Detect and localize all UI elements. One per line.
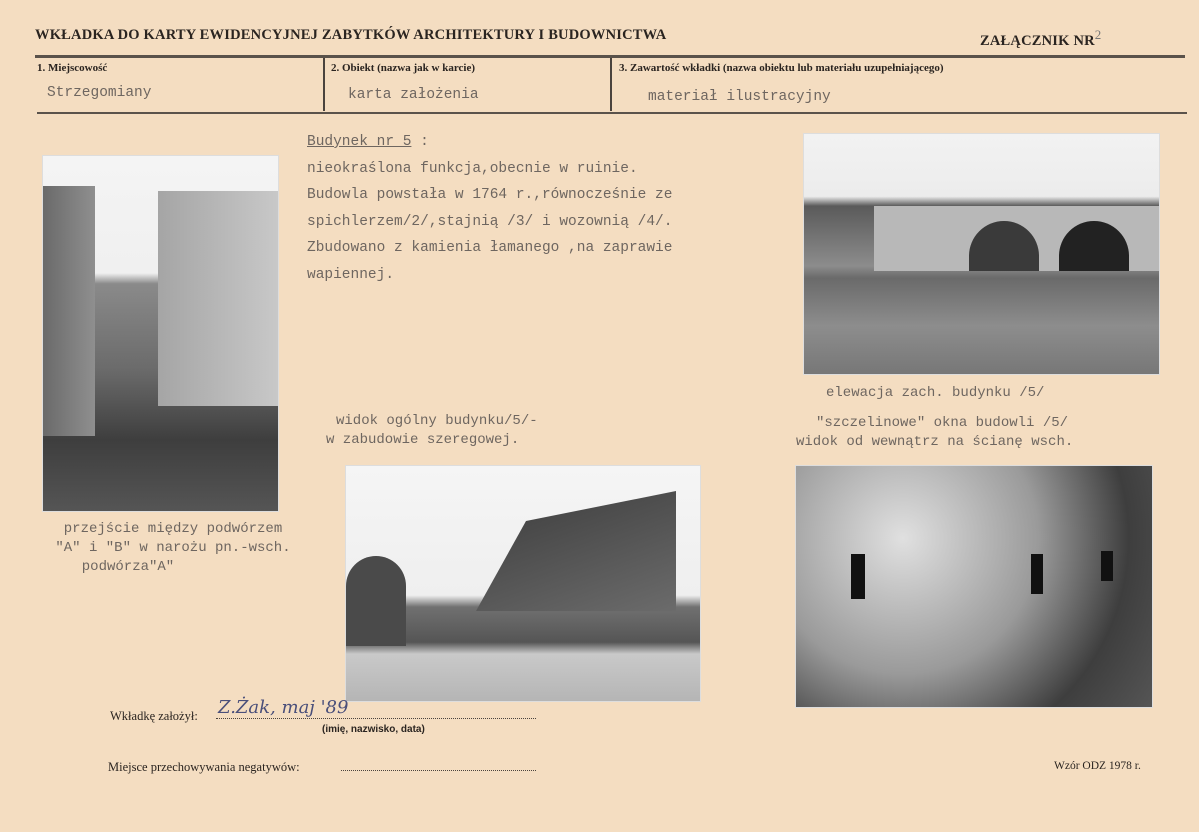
field-value-object: karta założenia bbox=[348, 87, 479, 103]
photo-arch bbox=[1059, 221, 1129, 271]
author-hint: (imię, nazwisko, data) bbox=[322, 724, 425, 735]
field-label-content: 3. Zawartość wkładki (nazwa obiektu lub materiału uzupełniającego) bbox=[619, 62, 944, 74]
description-heading bbox=[307, 129, 672, 156]
field-value-content: materiał ilustracyjny bbox=[648, 89, 831, 105]
description-line: Zbudowano z kamienia łamanego ,na zaprawie bbox=[307, 240, 673, 256]
caption-line: widok od wewnątrz na ścianę wsch. bbox=[796, 434, 1074, 450]
description-line: Budowla powstała w 1764 r.,równocześnie ze bbox=[307, 187, 673, 203]
photo-wall-right bbox=[158, 191, 278, 406]
photo-west-elevation bbox=[803, 133, 1160, 375]
description bbox=[307, 129, 672, 288]
photo-tree bbox=[346, 556, 406, 646]
caption-photo-west-elevation bbox=[826, 384, 1044, 403]
caption-line: "szczelinowe" okna budowli /5/ bbox=[816, 415, 1069, 431]
caption-line: w zabudowie szeregowej. bbox=[326, 432, 520, 448]
photo-window-slit bbox=[851, 554, 865, 599]
description-line: nieokraślona funkcja,obecnie w ruinie. bbox=[307, 160, 638, 177]
photo-wall-left bbox=[43, 186, 95, 436]
author-signature: Z.Żak, maj '89 bbox=[218, 697, 349, 718]
photo-arch bbox=[969, 221, 1039, 271]
annex-number: 2 bbox=[1094, 27, 1102, 42]
heading-text: Budynek nr 5 bbox=[307, 134, 412, 150]
photo-general-view bbox=[345, 465, 701, 702]
photo-arcade-wall bbox=[874, 206, 1159, 271]
caption-line: "A" i "B" w narożu pn.-wsch. bbox=[55, 540, 291, 556]
negatives-label: Miejsce przechowywania negatywów: bbox=[108, 760, 300, 774]
photo-roof bbox=[476, 491, 676, 611]
field-label-locality: 1. Miejscowość bbox=[37, 62, 108, 74]
photo-slit-windows bbox=[795, 465, 1153, 708]
document-title: WKŁADKA DO KARTY EWIDENCYJNEJ ZABYTKÓW ARCHITEKTURY I BUDOWNICTWA bbox=[35, 27, 667, 43]
divider bbox=[323, 58, 325, 111]
field-value-locality: Strzegomiany bbox=[47, 85, 152, 101]
author-label: Wkładkę założył: bbox=[110, 709, 198, 723]
caption-line: elewacja zach. budynku /5/ bbox=[826, 385, 1045, 401]
caption-photo-slit-windows bbox=[796, 414, 1073, 452]
divider bbox=[610, 58, 612, 111]
photo-passage bbox=[42, 155, 279, 512]
photo-window-slit bbox=[1101, 551, 1113, 581]
form-version: Wzór ODZ 1978 r. bbox=[1054, 760, 1141, 772]
caption-photo-passage bbox=[28, 520, 318, 577]
caption-photo-general-view bbox=[326, 412, 538, 450]
photo-window-slit bbox=[1031, 554, 1043, 594]
caption-line: widok ogólny budynku/5/- bbox=[336, 413, 538, 429]
heading-suffix: : bbox=[411, 134, 429, 150]
caption-line: podwórza"A" bbox=[81, 559, 175, 575]
field-label-object: 2. Obiekt (nazwa jak w karcie) bbox=[331, 62, 476, 74]
annex-label bbox=[980, 27, 1102, 50]
description-line: spichlerzem/2/,stajnią /3/ i wozownią /4/. bbox=[307, 213, 673, 230]
caption-line: przejście między podwórzem bbox=[63, 521, 283, 537]
annex-label-text: ZAŁĄCZNIK NR bbox=[980, 32, 1095, 49]
bottom-rule bbox=[37, 112, 1187, 114]
negatives-line bbox=[341, 770, 536, 771]
description-line: wapiennej. bbox=[307, 266, 395, 283]
author-line bbox=[216, 718, 536, 719]
